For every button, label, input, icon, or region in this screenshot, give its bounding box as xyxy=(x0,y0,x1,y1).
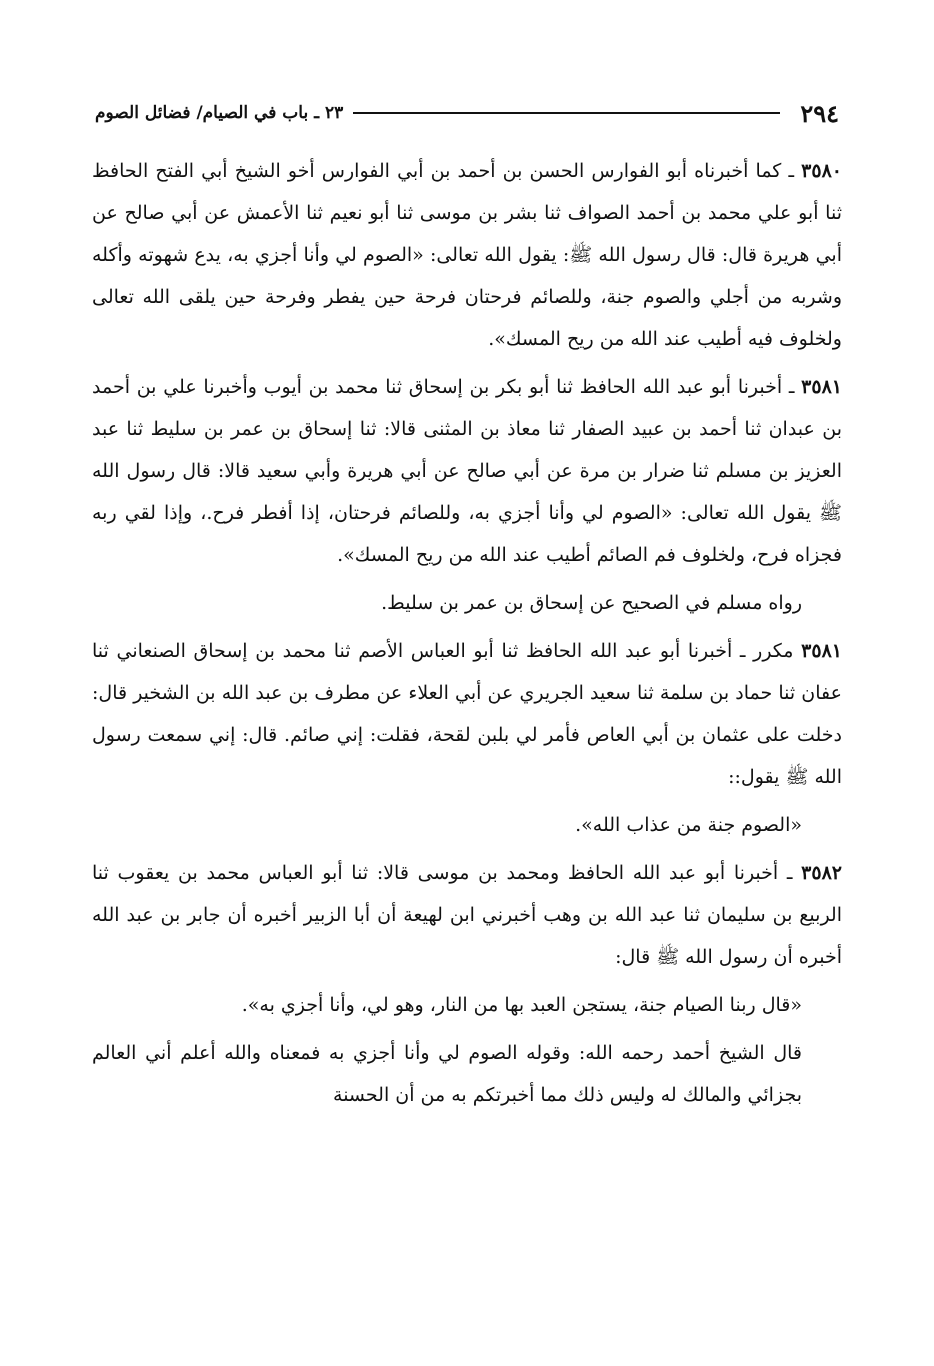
hadith-3582 xyxy=(92,852,842,978)
hadith-number: ٣٥٨٠ xyxy=(801,160,842,182)
hadith-number: ٣٥٨١ xyxy=(801,640,842,662)
header-rule xyxy=(353,112,780,114)
hadith-3581 xyxy=(92,366,842,576)
commentary xyxy=(92,1032,842,1116)
hadith-number: ٣٥٨٢ xyxy=(801,862,842,884)
quote-text: «الصوم جنة من عذاب الله». xyxy=(575,814,802,836)
hadith-3580 xyxy=(92,150,842,360)
commentary-text: قال الشيخ أحمد رحمه الله: وقوله الصوم لي وأنا أجزي به فمعناه والله أعلم أني العالم بجزائي والمالك له وليس ذلك مما أخبرتكم به من أن الحسنة xyxy=(92,1042,802,1106)
hadith-text: ـ أخبرنا أبو عبد الله الحافظ ومحمد بن موسى قالا: ثنا أبو العباس محمد بن يعقوب ثنا الربيع بن سليمان ثنا عبد الله بن وهب أخبرني ابن لهيعة أن أبا الزبير أخبره أن جابر بن عبد الله أخبره أن رسول الله ﷺ قال: xyxy=(92,862,842,968)
hadith-text: ـ أخبرنا أبو عبد الله الحافظ ثنا أبو بكر بن إسحاق ثنا محمد بن أيوب وأخبرنا علي بن أحمد بن عبدان ثنا أحمد بن عبيد الصفار ثنا معاذ بن المثنى قالا: ثنا إسحاق بن عمر بن سليط ثنا عبد العزيز بن مسلم ثنا ضرار بن مرة عن أبي صالح عن أبي هريرة وأبي سعيد قالا: قال رسول الله ﷺ يقول الله تعالى: «الصوم لي وأنا أجزي به، وللصائم فرحتان، إذا أفطر فرح.، وإذا لقي ربه فجزاه فرح، ولخلوف فم الصائم أطيب عند الله من ريح المسك». xyxy=(92,376,842,566)
page-body xyxy=(92,150,842,1122)
hadith-number: ٣٥٨١ xyxy=(801,376,842,398)
hadith-text: مكرر ـ أخبرنا أبو عبد الله الحافظ ثنا أبو العباس الأصم ثنا محمد بن إسحاق الصنعاني ثنا عفان ثنا حماد بن سلمة ثنا سعيد الجريري عن أبي العلاء عن مطرف بن عبد الله بن الشخير قال: دخلت على عثمان بن أبي العاص فأمر لي بلبن لقحة، فقلت: إني صائم. قال: إني سمعت رسول الله ﷺ يقول:: xyxy=(92,640,842,788)
narration-note xyxy=(92,582,842,624)
running-head: ٢٣ ـ باب في الصيام/ فضائل الصوم xyxy=(95,103,344,123)
note-text: رواه مسلم في الصحيح عن إسحاق بن عمر بن سليط. xyxy=(381,592,802,614)
page-header xyxy=(95,95,839,131)
quote-text: «قال ربنا الصيام جنة، يستجن العبد بها من النار، وهو لي، وأنا أجزي به». xyxy=(241,994,802,1016)
hadith-text: ـ كما أخبرناه أبو الفوارس الحسن بن أحمد بن أبي الفوارس أخو الشيخ أبي الفتح الحافظ ثنا أبو علي محمد بن أحمد الصواف ثنا بشر بن موسى ثنا أبو نعيم ثنا الأعمش عن أبي صالح عن أبي هريرة قال: قال رسول الله ﷺ: يقول الله تعالى: «الصوم لي وأنا أجزي به، يدع شهوته وأكله وشربه من أجلي والصوم جنة، وللصائم فرحتان فرحة حين يفطر وفرحة حين يلقى الله تعالى ولخلوف فيه أطيب عند الله من ريح المسك». xyxy=(92,160,842,350)
hadith-quote-2 xyxy=(92,984,842,1026)
hadith-3581-repeat xyxy=(92,630,842,798)
page-number: ٢٩٤ xyxy=(800,98,839,128)
hadith-quote xyxy=(92,804,842,846)
